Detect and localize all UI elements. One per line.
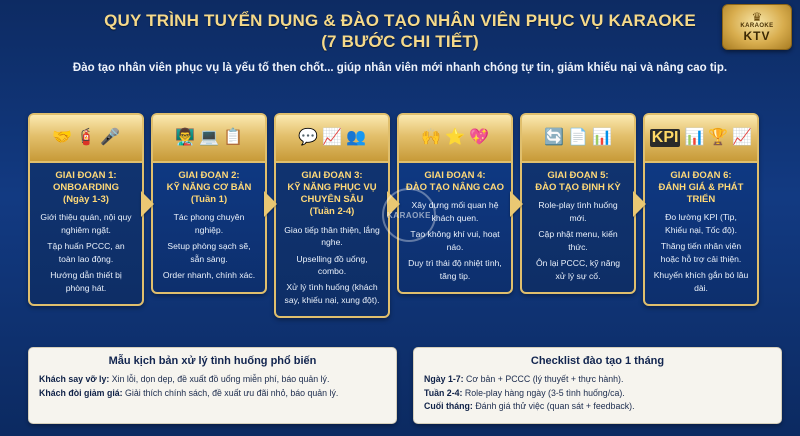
step-icon-3: 📈 bbox=[732, 129, 753, 146]
page-title bbox=[60, 10, 740, 53]
step-body bbox=[653, 211, 749, 294]
step-icon-band bbox=[399, 115, 511, 163]
logo-ktv: KTV bbox=[743, 29, 771, 43]
step-body bbox=[161, 211, 257, 281]
step-icon-band bbox=[522, 115, 634, 163]
step-title: GIAI ĐOẠN 3: KỸ NĂNG PHỤC VỤ CHUYÊN SÂU (Tuần 2-4) bbox=[287, 170, 377, 218]
checklist-row-label: Ngày 1-7: bbox=[424, 374, 464, 385]
step-body-line: Cập nhật menu, kiến thức. bbox=[538, 229, 618, 252]
step-body-line: Order nhanh, chính xác. bbox=[162, 270, 256, 281]
logo-name: KARAOKE bbox=[740, 23, 774, 29]
scenario-row: Khách say vỡ ly: Xin lỗi, dọn dẹp, đề xuất đồ uống miễn phí, báo quản lý. bbox=[39, 374, 330, 385]
step-icon-2: 🧯 bbox=[76, 129, 96, 146]
flow-arrow bbox=[387, 191, 400, 217]
scenario-row: Khách đòi giảm giá: Giải thích chính sách, đề xuất ưu đãi nhỏ, báo quản lý. bbox=[39, 387, 339, 398]
bottom-panels bbox=[28, 347, 782, 424]
step-body-line: Khuyến khích gắn bó lâu dài. bbox=[653, 270, 749, 293]
step-title: GIAI ĐOẠN 2: KỸ NĂNG CƠ BẢN (Tuần 1) bbox=[166, 170, 252, 206]
step-icon-3: 🎤 bbox=[99, 129, 120, 146]
checklist-row: Cuối tháng: Đánh giá thử việc (quan sát + feedback). bbox=[424, 401, 635, 412]
step-body-line: Ôn lại PCCC, kỹ năng xử lý sự cố. bbox=[535, 258, 621, 281]
step-icon-3: 📊 bbox=[591, 129, 612, 146]
step-body bbox=[530, 199, 626, 282]
step-icon-2: 📄 bbox=[568, 129, 588, 146]
step-icon-1: 🤝 bbox=[52, 129, 73, 146]
step-body-line: Đo lường KPI (Tip, Khiếu nại, Tốc độ). bbox=[665, 212, 737, 235]
step-title: GIAI ĐOẠN 5: ĐÀO TẠO ĐỊNH KỲ bbox=[535, 170, 621, 194]
step-icon-3: 📋 bbox=[222, 129, 243, 146]
title-line-2: (7 BƯỚC CHI TIẾT) bbox=[321, 32, 479, 52]
process-step[interactable] bbox=[397, 113, 513, 294]
crown-icon: ♛ bbox=[751, 10, 763, 24]
step-body-line: Xử lý tình huống (khách say, khiếu nại, xung đột). bbox=[284, 282, 380, 305]
flow-arrow bbox=[633, 191, 646, 217]
step-body-line: Tập huấn PCCC, an toàn lao động. bbox=[47, 241, 125, 264]
step-icon-1: 📊 bbox=[684, 129, 705, 146]
process-step[interactable] bbox=[274, 113, 390, 318]
flow-arrow bbox=[141, 191, 154, 217]
process-step[interactable] bbox=[151, 113, 267, 294]
step-icon-2: 🏆 bbox=[708, 129, 729, 146]
page-subtitle: Đào tạo nhân viên phục vụ là yếu tố then chốt... giúp nhân viên mới nhanh chóng tự tin, giảm khiếu nại và nâng cao tip. bbox=[72, 61, 728, 74]
step-icon-band bbox=[276, 115, 388, 163]
step-body-line: Xây dựng mối quan hệ khách quen. bbox=[411, 200, 499, 223]
step-icon-3: 👥 bbox=[345, 129, 366, 146]
step-body bbox=[38, 211, 134, 294]
checklist-row-label: Tuần 2-4: bbox=[424, 387, 463, 398]
step-icon-band bbox=[153, 115, 265, 163]
process-step[interactable] bbox=[28, 113, 144, 306]
step-title: GIAI ĐOẠN 1: ONBOARDING (Ngày 1-3) bbox=[53, 170, 119, 206]
checklist-row-label: Cuối tháng: bbox=[424, 401, 473, 412]
step-body-line: Thăng tiến nhân viên hoặc hỗ trợ cải thiện. bbox=[660, 241, 742, 264]
step-icon-1: 👨‍🏫 bbox=[175, 129, 196, 146]
brand-logo bbox=[722, 4, 792, 50]
step-body-line: Tác phong chuyên nghiệp. bbox=[173, 212, 245, 235]
panel-checklist-rows bbox=[424, 373, 771, 414]
process-step[interactable] bbox=[643, 113, 759, 306]
flow-arrow bbox=[510, 191, 523, 217]
step-body-line: Giao tiếp thân thiện, lắng nghe. bbox=[284, 224, 380, 248]
step-body-line: Duy trì thái độ nhiệt tình, tăng tip. bbox=[408, 258, 502, 281]
title-line-1: QUY TRÌNH TUYỂN DỤNG & ĐÀO TẠO NHÂN VIÊN PHỤC VỤ KARAOKE bbox=[104, 11, 696, 30]
step-body-line: Role-play tình huống mới. bbox=[538, 200, 618, 223]
scenario-row-label: Khách đòi giảm giá: bbox=[39, 387, 123, 398]
step-title: GIAI ĐOẠN 6: ĐÁNH GIÁ & PHÁT TRIỂN bbox=[658, 170, 744, 206]
flow-arrow bbox=[264, 191, 277, 217]
step-body-line: Setup phòng sạch sẽ, sẵn sàng. bbox=[167, 241, 251, 264]
step-icon-1: 🙌 bbox=[421, 129, 442, 146]
step-icon-band bbox=[30, 115, 142, 163]
panel-scenarios-title: Mẫu kịch bản xử lý tình huống phổ biến bbox=[108, 355, 317, 368]
checklist-row: Ngày 1-7: Cơ bản + PCCC (lý thuyết + thực hành). bbox=[424, 374, 624, 385]
header bbox=[0, 0, 800, 74]
step-icon-1: 💬 bbox=[298, 129, 319, 146]
process-flow bbox=[28, 113, 782, 318]
watermark: KARAOKE bbox=[382, 188, 436, 242]
panel-checklist-title: Checklist đào tạo 1 tháng bbox=[530, 355, 665, 368]
panel-scenarios bbox=[28, 347, 397, 424]
step-body-line: Giới thiệu quán, nội quy nghiêm ngặt. bbox=[40, 212, 132, 235]
step-icon-2: 📈 bbox=[322, 129, 342, 146]
step-icon-1: 🔄 bbox=[544, 129, 565, 146]
panel-checklist bbox=[413, 347, 782, 424]
step-icon-band bbox=[645, 115, 757, 163]
step-body-line: Hướng dẫn thiết bị phòng hát. bbox=[50, 270, 122, 293]
step-body-line: Upselling đồ uống, combo. bbox=[296, 253, 368, 276]
step-icon-2: ⭐ bbox=[445, 129, 465, 146]
step-title: GIAI ĐOẠN 4: ĐÀO TẠO NÂNG CAO bbox=[405, 170, 505, 194]
step-icon-3: 💖 bbox=[468, 129, 489, 146]
step-icon-2: 💻 bbox=[199, 129, 219, 146]
checklist-row: Tuần 2-4: Role-play hàng ngày (3-5 tình huống/ca). bbox=[424, 387, 625, 398]
step-body bbox=[407, 199, 503, 282]
scenario-row-label: Khách say vỡ ly: bbox=[39, 374, 110, 385]
step-body-line: Tạo không khí vui, hoạt náo. bbox=[410, 229, 500, 252]
panel-scenarios-rows bbox=[39, 373, 386, 400]
kpi-badge: KPI bbox=[651, 129, 679, 146]
process-step[interactable] bbox=[520, 113, 636, 294]
step-body bbox=[284, 224, 380, 307]
